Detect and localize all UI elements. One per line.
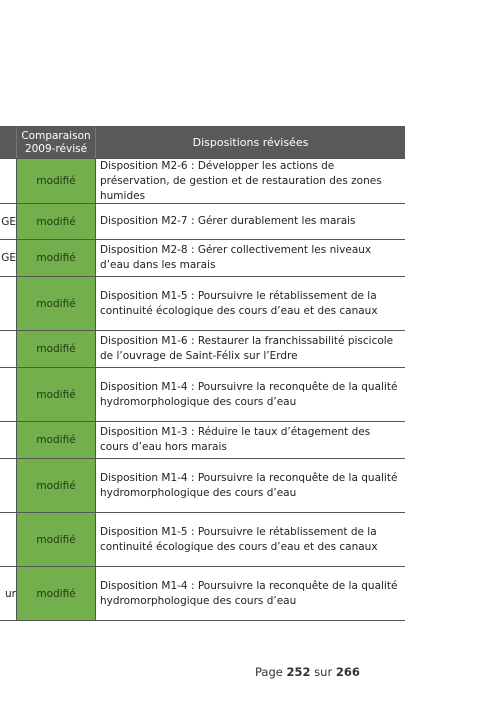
of-word: sur xyxy=(314,665,333,679)
row-left-cell xyxy=(0,513,17,566)
header-comparaison-line1: Comparaison xyxy=(21,129,91,142)
status-cell: modifié xyxy=(17,159,96,203)
status-cell: modifié xyxy=(17,422,96,458)
header-comparaison xyxy=(17,127,96,158)
table-row xyxy=(0,240,405,277)
row-left-cell xyxy=(0,159,17,203)
table-row xyxy=(0,159,405,204)
row-left-cell xyxy=(0,422,17,458)
disposition-cell: Disposition M1-4 : Poursuivre la reconquête de la qualité hydromorphologique des cours d’eau xyxy=(100,471,398,499)
table-row xyxy=(0,331,405,368)
page-word: Page xyxy=(255,665,283,679)
status-cell: modifié xyxy=(17,368,96,421)
disposition-cell: Disposition M2-8 : Gérer collectivement les niveaux d’eau dans les marais xyxy=(100,244,372,271)
disposition-cell: Disposition M1-4 : Poursuivre la reconquête de la qualité hydromorphologique des cours d’eau xyxy=(100,380,398,408)
disposition-cell: Disposition M2-7 : Gérer durablement les marais xyxy=(100,215,356,227)
table-row xyxy=(0,277,405,331)
page-footer xyxy=(255,665,360,679)
table-header-row xyxy=(0,127,405,159)
status-cell: modifié xyxy=(17,567,96,620)
status-cell: modifié xyxy=(17,331,96,367)
row-left-cell: ur xyxy=(0,567,17,620)
dispositions-table xyxy=(0,126,405,621)
table-row xyxy=(0,513,405,567)
status-cell: modifié xyxy=(17,204,96,239)
row-left-cell xyxy=(0,331,17,367)
disposition-cell: Disposition M1-3 : Réduire le taux d’étagement des cours d’eau hors marais xyxy=(100,426,371,453)
row-left-cell: GE xyxy=(0,204,17,239)
disposition-cell: Disposition M1-6 : Restaurer la franchissabilité piscicole de l’ouvrage de Saint-Félix sur l’Erdre xyxy=(100,335,394,362)
header-dispositions: Dispositions révisées xyxy=(192,136,309,149)
row-left-cell xyxy=(0,277,17,330)
disposition-cell: Disposition M1-4 : Poursuivre la reconquête de la qualité hydromorphologique des cours d’eau xyxy=(100,579,398,607)
disposition-cell: Disposition M1-5 : Poursuivre le rétablissement de la continuité écologique des cours d’eau et des canaux xyxy=(100,525,378,553)
status-cell: modifié xyxy=(17,513,96,566)
page-total: 266 xyxy=(335,665,360,679)
status-cell: modifié xyxy=(17,277,96,330)
status-cell: modifié xyxy=(17,459,96,512)
table-row xyxy=(0,368,405,422)
row-left-cell xyxy=(0,368,17,421)
disposition-cell: Disposition M2-6 : Développer les actions de préservation, de gestion et de restauration des zones humides xyxy=(100,159,382,202)
table-row xyxy=(0,204,405,240)
disposition-cell: Disposition M1-5 : Poursuivre le rétablissement de la continuité écologique des cours d’eau et des canaux xyxy=(100,289,378,317)
page-number: 252 xyxy=(286,665,311,679)
header-cell-left xyxy=(0,127,17,158)
row-left-cell: GE xyxy=(0,240,17,276)
header-comparaison-line2: 2009-révisé xyxy=(24,142,88,155)
table-row xyxy=(0,422,405,459)
row-left-cell xyxy=(0,459,17,512)
table-row xyxy=(0,459,405,513)
status-cell: modifié xyxy=(17,240,96,276)
table-row xyxy=(0,567,405,621)
